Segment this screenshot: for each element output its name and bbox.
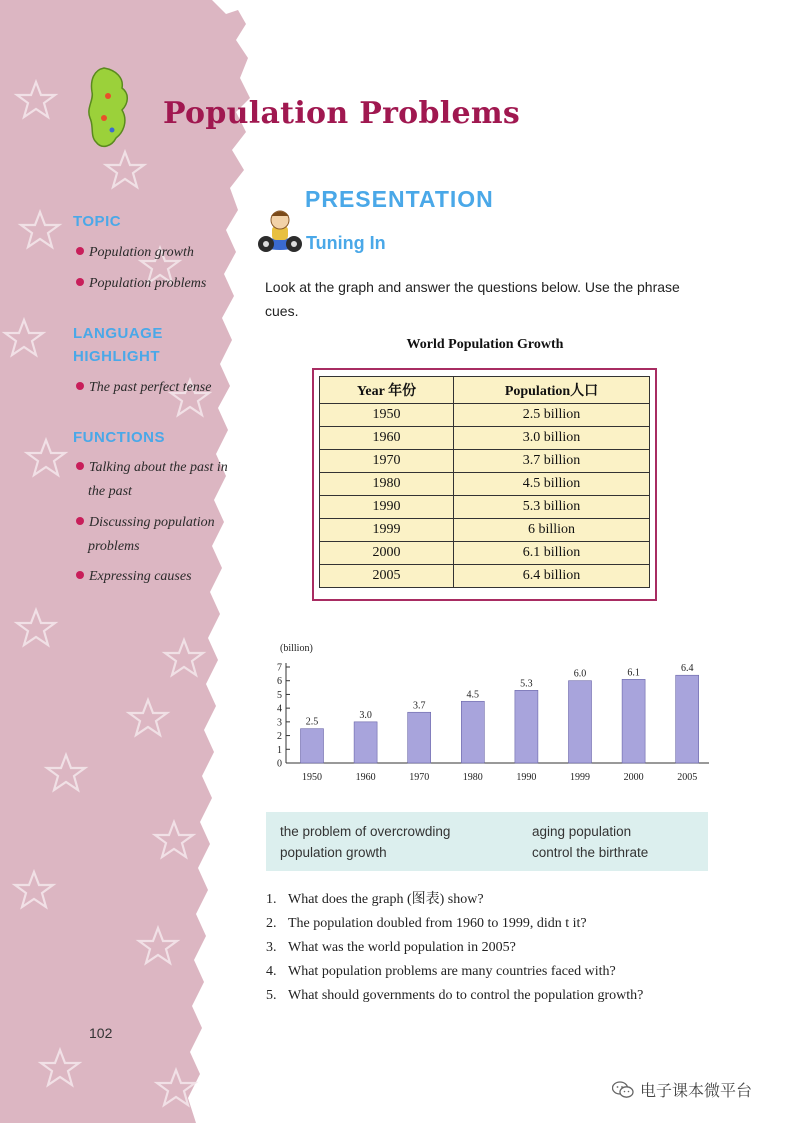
question-list bbox=[266, 888, 746, 1008]
phrase-cues-box bbox=[266, 812, 708, 871]
chart-value-label: 2.5 bbox=[305, 716, 319, 728]
chart-x-tick-label: 2000 bbox=[623, 772, 644, 783]
topic-item: Population growth bbox=[76, 241, 194, 265]
chart-x-tick-label: 2005 bbox=[677, 772, 698, 783]
topic-item: Population problems bbox=[76, 272, 206, 296]
chart-value-label: 6.1 bbox=[627, 667, 640, 679]
bullet-icon bbox=[76, 517, 84, 525]
chart-value-label: 6.4 bbox=[680, 663, 694, 675]
table-row: 1980 4.5 billion bbox=[320, 473, 650, 496]
chart-bar bbox=[515, 690, 538, 763]
mascot-icon bbox=[252, 206, 308, 254]
chart-bar bbox=[622, 679, 645, 763]
chart-bar bbox=[676, 675, 699, 763]
chart-value-label: 5.3 bbox=[520, 678, 533, 690]
phrase-cue: population growth bbox=[280, 845, 387, 860]
chart-x-tick-label: 1980 bbox=[462, 772, 483, 783]
chart-x-tick-label: 1999 bbox=[570, 772, 590, 783]
question-item: 2. The population doubled from 1960 to 1999, didn t it? bbox=[266, 916, 587, 931]
chart-y-tick-label: 0 bbox=[277, 758, 282, 770]
language-heading: LANGUAGE HIGHLIGHT bbox=[73, 325, 163, 365]
chart-bar bbox=[301, 729, 324, 763]
chart-y-tick-label: 6 bbox=[277, 676, 282, 688]
chart-x-tick-label: 1950 bbox=[302, 772, 322, 783]
population-table bbox=[312, 368, 657, 601]
chart-x-tick-label: 1970 bbox=[409, 772, 430, 783]
chart-x-tick-label: 1990 bbox=[516, 772, 537, 783]
table-row: 1999 6 billion bbox=[320, 519, 650, 542]
bullet-icon bbox=[76, 462, 84, 470]
instructions: Look at the graph and answer the questions below. Use the phrase cues. bbox=[265, 279, 680, 319]
question-item: 5. What should governments do to control the population growth? bbox=[266, 988, 644, 1003]
chart-bar bbox=[461, 701, 484, 763]
chart-value-label: 6.0 bbox=[573, 668, 587, 680]
chart-value-label: 3.0 bbox=[359, 709, 372, 721]
chart-y-tick-label: 1 bbox=[277, 744, 282, 756]
wechat-icon bbox=[612, 1081, 634, 1099]
table-row: 1950 2.5 billion bbox=[320, 404, 650, 427]
table-row: 2005 6.4 billion bbox=[320, 565, 650, 588]
topic-heading: TOPIC bbox=[73, 213, 122, 230]
bullet-icon bbox=[76, 382, 84, 390]
chart-y-tick-label: 4 bbox=[277, 703, 282, 715]
chart-y-tick-label: 7 bbox=[277, 662, 282, 674]
map-emblem-icon bbox=[86, 66, 132, 150]
functions-heading: FUNCTIONS bbox=[73, 429, 165, 446]
chart-bar bbox=[354, 722, 377, 763]
functions-item: Talking about the past in the past bbox=[76, 456, 228, 504]
population-bar-chart bbox=[268, 638, 718, 788]
chart-y-tick-label: 5 bbox=[277, 689, 282, 701]
language-item: The past perfect tense bbox=[76, 376, 211, 400]
chart-bar bbox=[408, 712, 431, 763]
functions-item: Discussing population problems bbox=[76, 511, 215, 559]
functions-item: Expressing causes bbox=[76, 565, 192, 589]
chart-value-label: 4.5 bbox=[466, 689, 480, 701]
question-item: 4. What population problems are many countries faced with? bbox=[266, 964, 616, 979]
chart-y-tick-label: 2 bbox=[277, 731, 282, 743]
question-item: 3. What was the world population in 2005? bbox=[266, 940, 516, 955]
table-title: World Population Growth bbox=[406, 337, 564, 352]
chart-y-label: (billion) bbox=[280, 643, 313, 654]
page-number: 102 bbox=[89, 1025, 113, 1041]
table-header-year: Year 年份 bbox=[320, 377, 454, 404]
phrase-cue: the problem of overcrowding bbox=[280, 824, 451, 839]
chart-bar bbox=[569, 681, 592, 763]
bullet-icon bbox=[76, 278, 84, 286]
table-row: 1990 5.3 billion bbox=[320, 496, 650, 519]
watermark: 电子课本微平台 bbox=[612, 1078, 752, 1101]
table-row: 1970 3.7 billion bbox=[320, 450, 650, 473]
table-row: 1960 3.0 billion bbox=[320, 427, 650, 450]
question-item: 1. What does the graph (图表) show? bbox=[266, 892, 484, 907]
bullet-icon bbox=[76, 247, 84, 255]
section-heading: PRESENTATION bbox=[305, 186, 494, 212]
chart-y-tick-label: 3 bbox=[277, 717, 282, 729]
subsection-heading: Tuning In bbox=[306, 233, 386, 253]
table-row: 2000 6.1 billion bbox=[320, 542, 650, 565]
page-title: Population Problems bbox=[163, 96, 521, 131]
phrase-cue: aging population bbox=[532, 824, 632, 839]
bullet-icon bbox=[76, 571, 84, 579]
chart-value-label: 3.7 bbox=[412, 700, 426, 712]
phrase-cue: control the birthrate bbox=[532, 845, 649, 860]
chart-x-tick-label: 1960 bbox=[355, 772, 376, 783]
table-header-population: Population人口 bbox=[454, 377, 650, 404]
